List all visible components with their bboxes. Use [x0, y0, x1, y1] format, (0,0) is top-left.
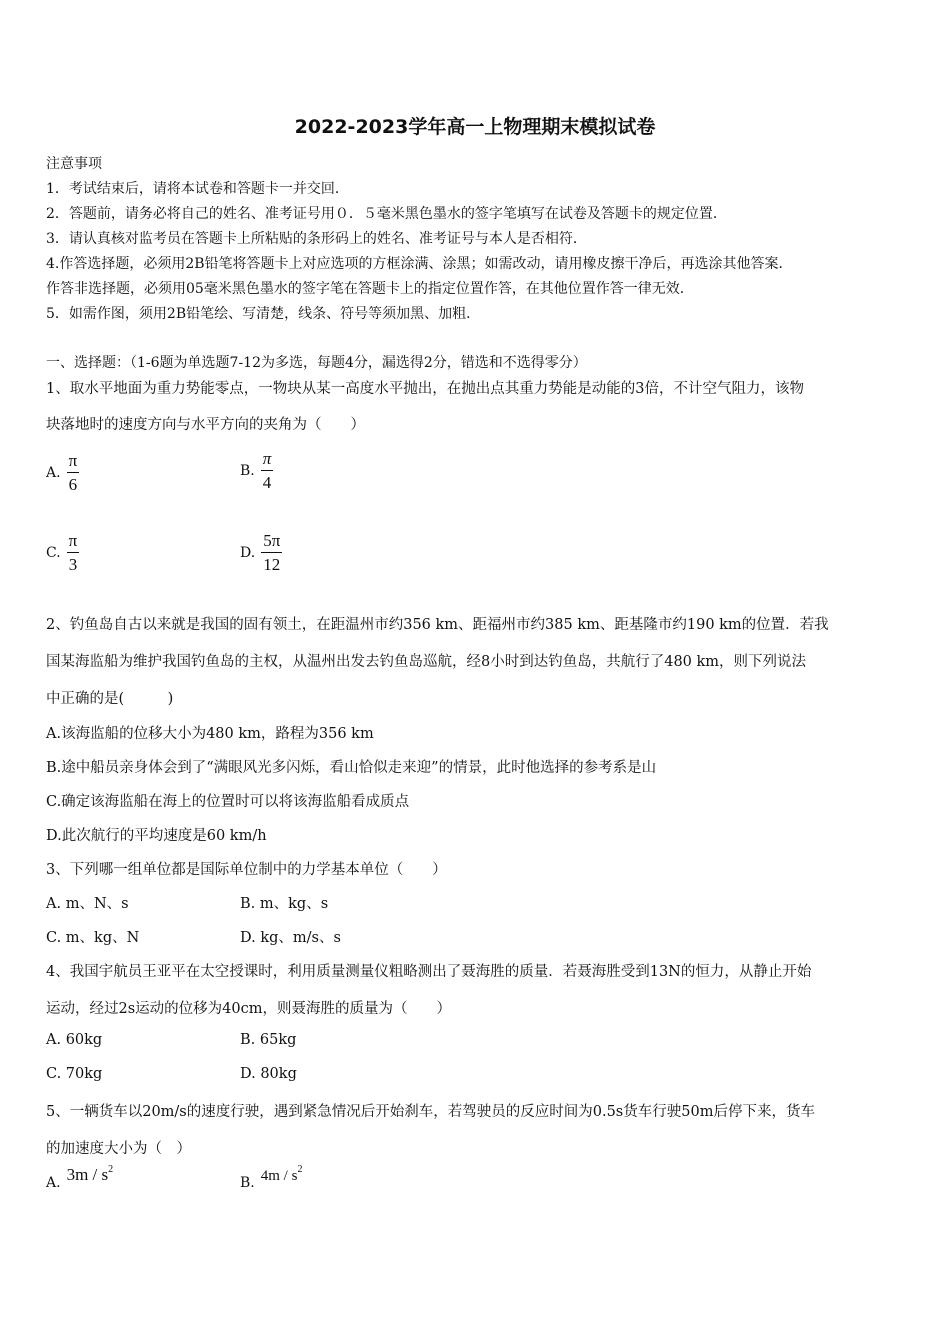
question-text: 4、我国宇航员王亚平在太空授课时，利用质量测量仪粗略测出了聂海胜的质量．若聂海胜受到13N的恒力，从静止开始 [46, 964, 812, 980]
option-label: A. [46, 1175, 61, 1191]
option-c: C. 70kg [46, 1066, 103, 1082]
notice-item: 5．如需作图，须用2B铅笔绘、写清楚，线条、符号等须加黑、加粗． [46, 306, 481, 322]
option-label: C. [46, 544, 61, 561]
question-text: 2、钓鱼岛自古以来就是我国的固有领土，在距温州市约356 km、距福州市约385 km、距基隆市约190 km的位置．若我 [46, 617, 829, 633]
question-text: 5、一辆货车以20m/s的速度行驶，遇到紧急情况后开始刹车，若驾驶员的反应时间为0.5s货车行驶50m后停下来，货车 [46, 1104, 815, 1120]
unit-text: 3m / s [66, 1165, 109, 1184]
option-a [46, 452, 79, 493]
option-label: B. [240, 462, 255, 479]
option-d: D. 80kg [240, 1066, 297, 1082]
option-b: B.途中船员亲身体会到了“满眼风光多闪烁，看山恰似走来迎”的情景，此时他选择的参考系是山 [46, 760, 657, 776]
notice-item: 4.作答选择题，必须用2B铅笔将答题卡上对应选项的方框涂满、涂黑；如需改动，请用橡皮擦干净后，再选涂其他答案． [46, 256, 793, 272]
numerator: 5π [263, 531, 281, 550]
fraction [67, 532, 80, 573]
fraction [261, 532, 282, 573]
page-title: 2022-2023学年高一上物理期末模拟试卷 [294, 116, 656, 138]
section-heading: 一、选择题：（1-6题为单选题7-12为多选，每题4分，漏选得2分，错选和不选得零分） [46, 355, 587, 371]
question-text: 1、取水平地面为重力势能零点，一物块从某一高度水平抛出，在抛出点其重力势能是动能的3倍，不计空气阻力，该物 [46, 381, 804, 397]
question-text: 运动，经过2s运动的位移为40cm，则聂海胜的质量为（ ） [46, 1001, 451, 1017]
denominator: 3 [67, 552, 80, 573]
question-text: 中正确的是( ) [46, 691, 174, 707]
option-a: A. m、N、s [46, 896, 129, 912]
option-b [240, 450, 273, 491]
unit-exponent: 2 [297, 1164, 303, 1175]
option-a [46, 1164, 114, 1193]
question-text: 块落地时的速度方向与水平方向的夹角为（ ） [46, 417, 365, 433]
notice-item: 3．请认真核对监考员在答题卡上所粘贴的条形码上的姓名、准考证号与本人是否相符． [46, 231, 587, 247]
option-d: D. kg、m/s、s [240, 930, 341, 946]
option-a: A. 60kg [46, 1032, 103, 1048]
numerator: π [68, 451, 78, 470]
question-text: 国某海监船为维护我国钓鱼岛的主权，从温州出发去钓鱼岛巡航，经8小时到达钓鱼岛，共航行了480 km，则下列说法 [46, 654, 807, 670]
numerator: π [262, 449, 272, 468]
denominator: 12 [261, 552, 282, 573]
option-label: A. [46, 464, 61, 481]
option-c: C.确定该海监船在海上的位置时可以将该海监船看成质点 [46, 794, 410, 810]
unit-exponent: 2 [108, 1164, 114, 1175]
notice-item: 2．答题前，请务必将自己的姓名、准考证号用０．５毫米黑色墨水的签字笔填写在试卷及答题卡的规定位置． [46, 206, 727, 222]
notice-item: 作答非选择题，必须用05毫米黑色墨水的签字笔在答题卡上的指定位置作答，在其他位置作答一律无效． [46, 281, 694, 297]
question-text: 的加速度大小为（ ） [46, 1141, 191, 1157]
denominator: 6 [67, 472, 80, 493]
acceleration-value [261, 1164, 303, 1185]
option-label: D. [240, 544, 256, 561]
fraction [67, 452, 80, 493]
numerator: π [68, 531, 78, 550]
option-label: B. [240, 1175, 255, 1191]
notice-heading: 注意事项 [46, 156, 102, 172]
option-d: D.此次航行的平均速度是60 km/h [46, 828, 267, 844]
option-c [46, 532, 79, 573]
fraction [261, 450, 274, 491]
question-text: 3、下列哪一组单位都是国际单位制中的力学基本单位（ ） [46, 862, 447, 878]
notice-item: 1．考试结束后，请将本试卷和答题卡一并交回． [46, 181, 349, 197]
option-b [240, 1164, 303, 1193]
acceleration-value [67, 1164, 114, 1185]
option-d [240, 532, 282, 573]
option-a: A.该海监船的位移大小为480 km，路程为356 km [46, 726, 374, 742]
denominator: 4 [261, 470, 274, 491]
option-c: C. m、kg、N [46, 930, 140, 946]
option-b: B. 65kg [240, 1032, 297, 1048]
option-b: B. m、kg、s [240, 896, 329, 912]
unit-text: 4m / s [260, 1168, 298, 1184]
